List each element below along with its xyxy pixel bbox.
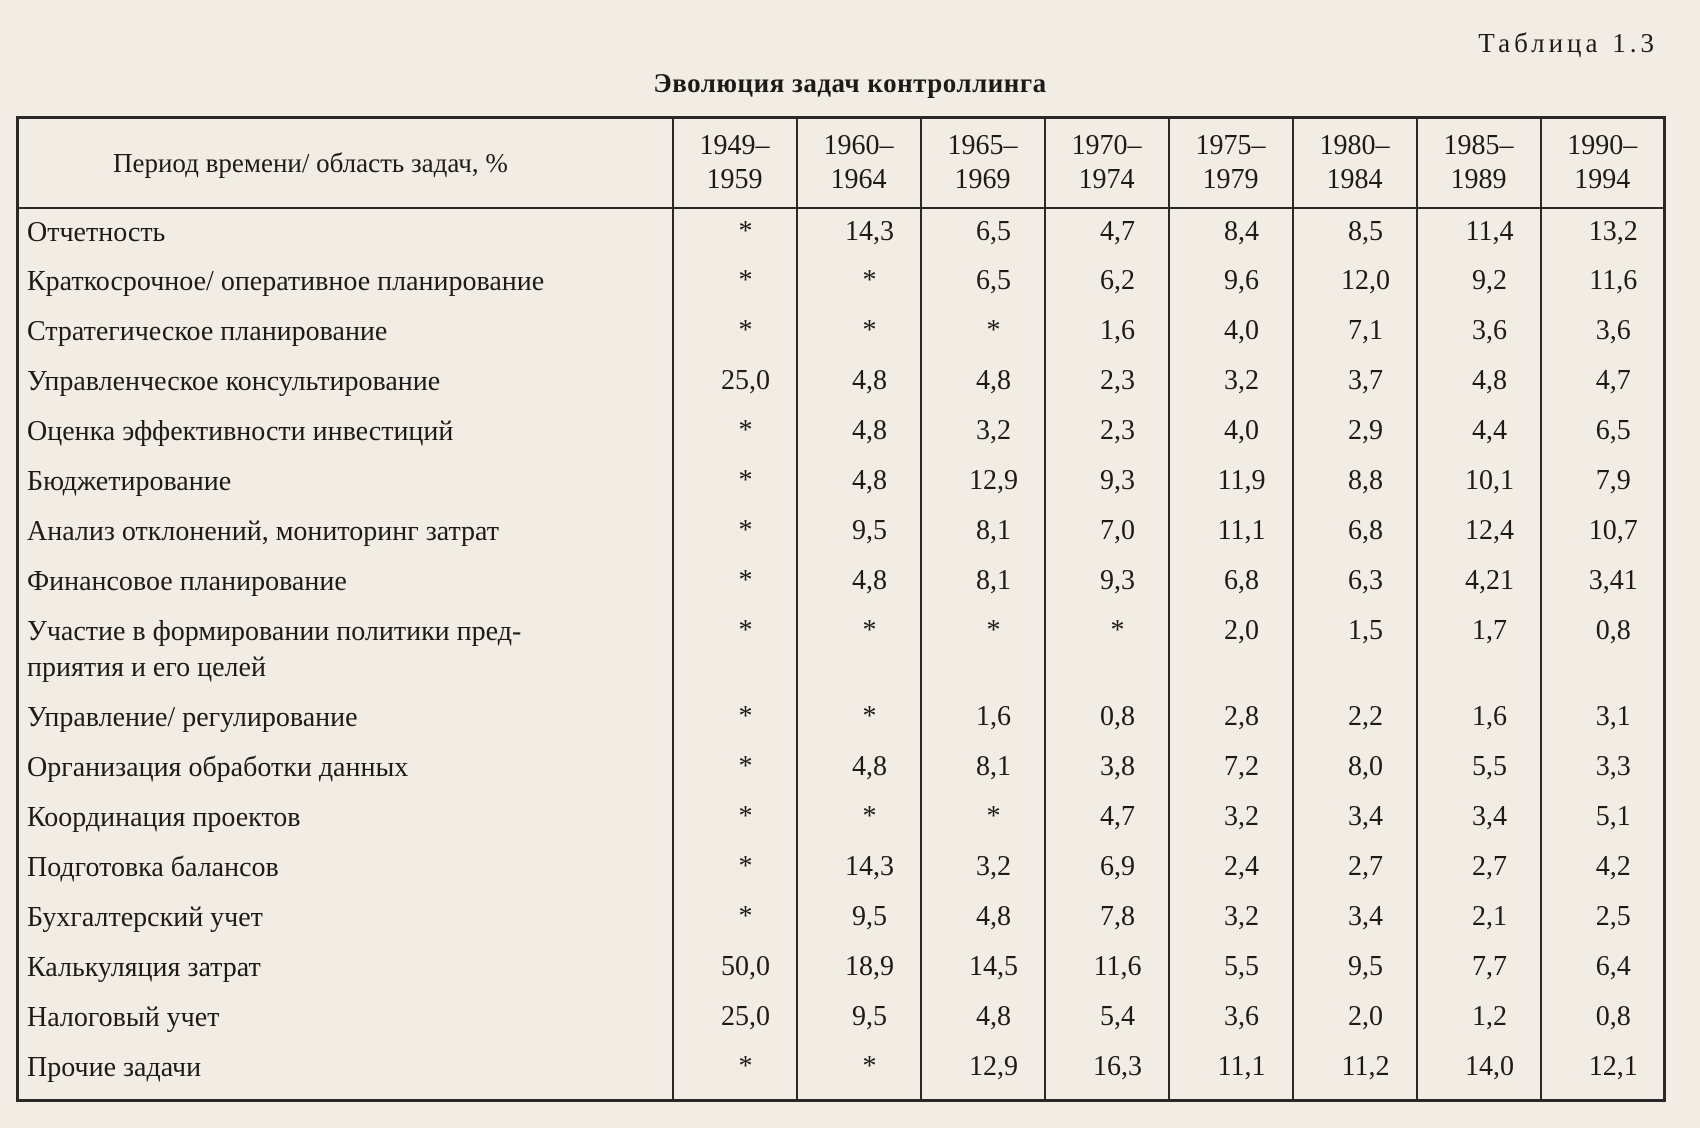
row-value: 1,2 — [1417, 994, 1541, 1044]
row-value: 2,7 — [1293, 844, 1417, 894]
row-value: 0,8 — [1541, 608, 1665, 694]
row-value: 6,9 — [1045, 844, 1169, 894]
header-period — [1045, 118, 1169, 209]
row-value: * — [673, 744, 797, 794]
header-period-part: 1979 — [1202, 164, 1259, 195]
row-value: 2,5 — [1541, 894, 1665, 944]
row-task-name: Калькуляция затрат — [18, 944, 673, 994]
row-task-name: Прочие задачи — [18, 1044, 673, 1100]
row-value: 1,6 — [1417, 694, 1541, 744]
row-task-name — [18, 608, 673, 694]
row-value: 4,8 — [797, 358, 921, 408]
row-value: * — [921, 608, 1045, 694]
row-value: 4,7 — [1045, 208, 1169, 258]
row-value: 12,1 — [1541, 1044, 1665, 1100]
row-value: 12,4 — [1417, 508, 1541, 558]
row-value: 12,9 — [921, 1044, 1045, 1100]
row-value: 9,5 — [797, 994, 921, 1044]
row-value: 1,6 — [921, 694, 1045, 744]
row-value: 8,1 — [921, 744, 1045, 794]
row-value: 2,0 — [1293, 994, 1417, 1044]
row-task-name: Управление/ регулирование — [18, 694, 673, 744]
row-value: 13,2 — [1541, 208, 1665, 258]
table-row — [18, 744, 1665, 794]
header-period-part: 1960– — [823, 130, 894, 161]
row-value: 18,9 — [797, 944, 921, 994]
row-value: 5,5 — [1417, 744, 1541, 794]
row-value: 9,5 — [797, 894, 921, 944]
header-period — [1541, 118, 1665, 209]
row-value: * — [797, 608, 921, 694]
row-value: 2,8 — [1169, 694, 1293, 744]
row-value: 3,4 — [1417, 794, 1541, 844]
row-value: 6,5 — [921, 258, 1045, 308]
row-value: 4,0 — [1169, 308, 1293, 358]
row-value: 4,8 — [921, 994, 1045, 1044]
row-value: 6,8 — [1169, 558, 1293, 608]
row-value: 3,2 — [1169, 358, 1293, 408]
row-value: 8,1 — [921, 558, 1045, 608]
row-value: 10,1 — [1417, 458, 1541, 508]
header-period-part: 1985– — [1443, 130, 1514, 161]
row-value: * — [673, 844, 797, 894]
row-value: 12,9 — [921, 458, 1045, 508]
row-value: 11,1 — [1169, 1044, 1293, 1100]
row-value: * — [921, 308, 1045, 358]
row-value: 14,5 — [921, 944, 1045, 994]
row-value: 11,2 — [1293, 1044, 1417, 1100]
row-value: 2,4 — [1169, 844, 1293, 894]
row-value: 6,8 — [1293, 508, 1417, 558]
row-value: 4,0 — [1169, 408, 1293, 458]
row-value: 3,6 — [1417, 308, 1541, 358]
table-row — [18, 208, 1665, 258]
row-value: 2,0 — [1169, 608, 1293, 694]
header-period-part: 1974 — [1078, 164, 1135, 195]
row-value: * — [673, 508, 797, 558]
row-value: 6,4 — [1541, 944, 1665, 994]
header-period-part: 1994 — [1574, 164, 1631, 195]
header-period-part: 1959 — [706, 164, 763, 195]
header-period-part: 1964 — [830, 164, 887, 195]
row-task-name: Отчетность — [18, 208, 673, 258]
header-period-part: 1980– — [1319, 130, 1390, 161]
row-task-name: Оценка эффективности инвестиций — [18, 408, 673, 458]
row-value: 3,6 — [1541, 308, 1665, 358]
row-task-name: Анализ отклонений, мониторинг затрат — [18, 508, 673, 558]
row-value: 6,2 — [1045, 258, 1169, 308]
row-value: * — [797, 694, 921, 744]
row-value: * — [673, 794, 797, 844]
row-value: 5,1 — [1541, 794, 1665, 844]
row-value: 9,3 — [1045, 458, 1169, 508]
row-value: * — [673, 408, 797, 458]
header-period-part: 1975– — [1195, 130, 1266, 161]
row-task-name: Налоговый учет — [18, 994, 673, 1044]
row-value: 3,2 — [921, 844, 1045, 894]
header-period — [673, 118, 797, 209]
row-value: 3,2 — [1169, 794, 1293, 844]
row-value: 7,1 — [1293, 308, 1417, 358]
header-period — [1169, 118, 1293, 209]
row-value: 0,8 — [1541, 994, 1665, 1044]
row-value: 3,4 — [1293, 894, 1417, 944]
table-row — [18, 844, 1665, 894]
row-value: * — [673, 694, 797, 744]
row-task-name: Бюджетирование — [18, 458, 673, 508]
row-value: 5,5 — [1169, 944, 1293, 994]
row-value: 4,8 — [797, 558, 921, 608]
table-row — [18, 1044, 1665, 1100]
row-value: 8,1 — [921, 508, 1045, 558]
row-value: 8,4 — [1169, 208, 1293, 258]
table-body — [18, 208, 1665, 1100]
row-value: 11,1 — [1169, 508, 1293, 558]
row-value: 50,0 — [673, 944, 797, 994]
row-value: 11,9 — [1169, 458, 1293, 508]
row-value: 16,3 — [1045, 1044, 1169, 1100]
row-value: 11,4 — [1417, 208, 1541, 258]
row-value: 0,8 — [1045, 694, 1169, 744]
row-value: 3,2 — [921, 408, 1045, 458]
row-value: * — [673, 608, 797, 694]
table-row — [18, 508, 1665, 558]
row-value: 4,7 — [1045, 794, 1169, 844]
row-value: 4,2 — [1541, 844, 1665, 894]
table-row — [18, 944, 1665, 994]
row-value: 3,4 — [1293, 794, 1417, 844]
row-value: * — [673, 458, 797, 508]
row-value: 9,5 — [797, 508, 921, 558]
row-task-name: Координация проектов — [18, 794, 673, 844]
row-value: 2,2 — [1293, 694, 1417, 744]
header-period-part: 1970– — [1071, 130, 1142, 161]
row-value: 2,3 — [1045, 358, 1169, 408]
row-value: 25,0 — [673, 994, 797, 1044]
row-value: 9,6 — [1169, 258, 1293, 308]
row-value: 6,5 — [1541, 408, 1665, 458]
row-value: * — [673, 894, 797, 944]
row-value: 1,6 — [1045, 308, 1169, 358]
row-value: 14,3 — [797, 844, 921, 894]
row-value: * — [1045, 608, 1169, 694]
header-period-part: 1969 — [954, 164, 1011, 195]
header-period-part: 1990– — [1567, 130, 1638, 161]
row-task-name-line: приятия и его целей — [27, 652, 266, 683]
row-value: 4,8 — [797, 408, 921, 458]
row-value: 14,3 — [797, 208, 921, 258]
table-row — [18, 408, 1665, 458]
row-value: 9,3 — [1045, 558, 1169, 608]
row-value: * — [797, 258, 921, 308]
controlling-tasks-table — [16, 116, 1666, 1102]
table-row — [18, 258, 1665, 308]
table-title: Эволюция задач контроллинга — [653, 68, 1047, 98]
row-task-name: Краткосрочное/ оперативное планирование — [18, 258, 673, 308]
header-period — [797, 118, 921, 209]
row-value: * — [673, 558, 797, 608]
row-value: * — [797, 308, 921, 358]
row-value: 8,8 — [1293, 458, 1417, 508]
row-value: 3,41 — [1541, 558, 1665, 608]
header-period — [921, 118, 1045, 209]
row-value: 7,9 — [1541, 458, 1665, 508]
row-value: 12,0 — [1293, 258, 1417, 308]
table-row — [18, 694, 1665, 744]
row-value: 7,7 — [1417, 944, 1541, 994]
table-row — [18, 308, 1665, 358]
row-value: 4,21 — [1417, 558, 1541, 608]
row-value: * — [673, 308, 797, 358]
row-value: * — [673, 208, 797, 258]
header-period — [1417, 118, 1541, 209]
header-row — [18, 118, 1665, 209]
row-value: 14,0 — [1417, 1044, 1541, 1100]
row-task-name: Финансовое планирование — [18, 558, 673, 608]
table-row — [18, 894, 1665, 944]
row-value: 3,8 — [1045, 744, 1169, 794]
header-period-part: 1984 — [1326, 164, 1383, 195]
header-period-part: 1965– — [947, 130, 1018, 161]
row-value: 2,1 — [1417, 894, 1541, 944]
table-row — [18, 794, 1665, 844]
row-task-name: Подготовка балансов — [18, 844, 673, 894]
row-value: 2,7 — [1417, 844, 1541, 894]
header-period — [1293, 118, 1417, 209]
table-row — [18, 608, 1665, 694]
row-value: * — [673, 258, 797, 308]
header-period-area: Период времени/ область задач, % — [18, 118, 673, 209]
row-value: 3,2 — [1169, 894, 1293, 944]
row-value: 3,6 — [1169, 994, 1293, 1044]
row-value: 4,8 — [921, 358, 1045, 408]
table-row — [18, 994, 1665, 1044]
row-task-name: Стратегическое планирование — [18, 308, 673, 358]
table-row — [18, 458, 1665, 508]
row-value: 7,0 — [1045, 508, 1169, 558]
row-value: 6,3 — [1293, 558, 1417, 608]
row-value: 4,8 — [921, 894, 1045, 944]
row-value: 4,8 — [797, 458, 921, 508]
row-value: 4,8 — [797, 744, 921, 794]
row-value: 5,4 — [1045, 994, 1169, 1044]
row-value: 3,7 — [1293, 358, 1417, 408]
row-value: * — [673, 1044, 797, 1100]
row-value: 4,7 — [1541, 358, 1665, 408]
row-value: 25,0 — [673, 358, 797, 408]
table-row — [18, 558, 1665, 608]
table-row — [18, 358, 1665, 408]
row-value: 8,5 — [1293, 208, 1417, 258]
row-value: * — [797, 1044, 921, 1100]
row-value: 8,0 — [1293, 744, 1417, 794]
row-task-name-line: Участие в формировании политики пред- — [27, 616, 522, 647]
row-value: 3,1 — [1541, 694, 1665, 744]
table-number-label: Таблица 1.3 — [1478, 28, 1658, 58]
row-value: 4,8 — [1417, 358, 1541, 408]
row-value: 6,5 — [921, 208, 1045, 258]
row-value: 9,2 — [1417, 258, 1541, 308]
row-value: 7,2 — [1169, 744, 1293, 794]
row-value: 3,3 — [1541, 744, 1665, 794]
row-value: 2,9 — [1293, 408, 1417, 458]
row-value: 9,5 — [1293, 944, 1417, 994]
row-task-name: Бухгалтерский учет — [18, 894, 673, 944]
row-value: * — [921, 794, 1045, 844]
row-value: 1,7 — [1417, 608, 1541, 694]
header-period-part: 1949– — [699, 130, 770, 161]
row-value: 10,7 — [1541, 508, 1665, 558]
row-value: * — [797, 794, 921, 844]
row-task-name: Управленческое консультирование — [18, 358, 673, 408]
row-task-name: Организация обработки данных — [18, 744, 673, 794]
row-value: 11,6 — [1045, 944, 1169, 994]
row-value: 7,8 — [1045, 894, 1169, 944]
row-value: 1,5 — [1293, 608, 1417, 694]
header-period-part: 1989 — [1450, 164, 1507, 195]
row-value: 2,3 — [1045, 408, 1169, 458]
row-value: 11,6 — [1541, 258, 1665, 308]
row-value: 4,4 — [1417, 408, 1541, 458]
